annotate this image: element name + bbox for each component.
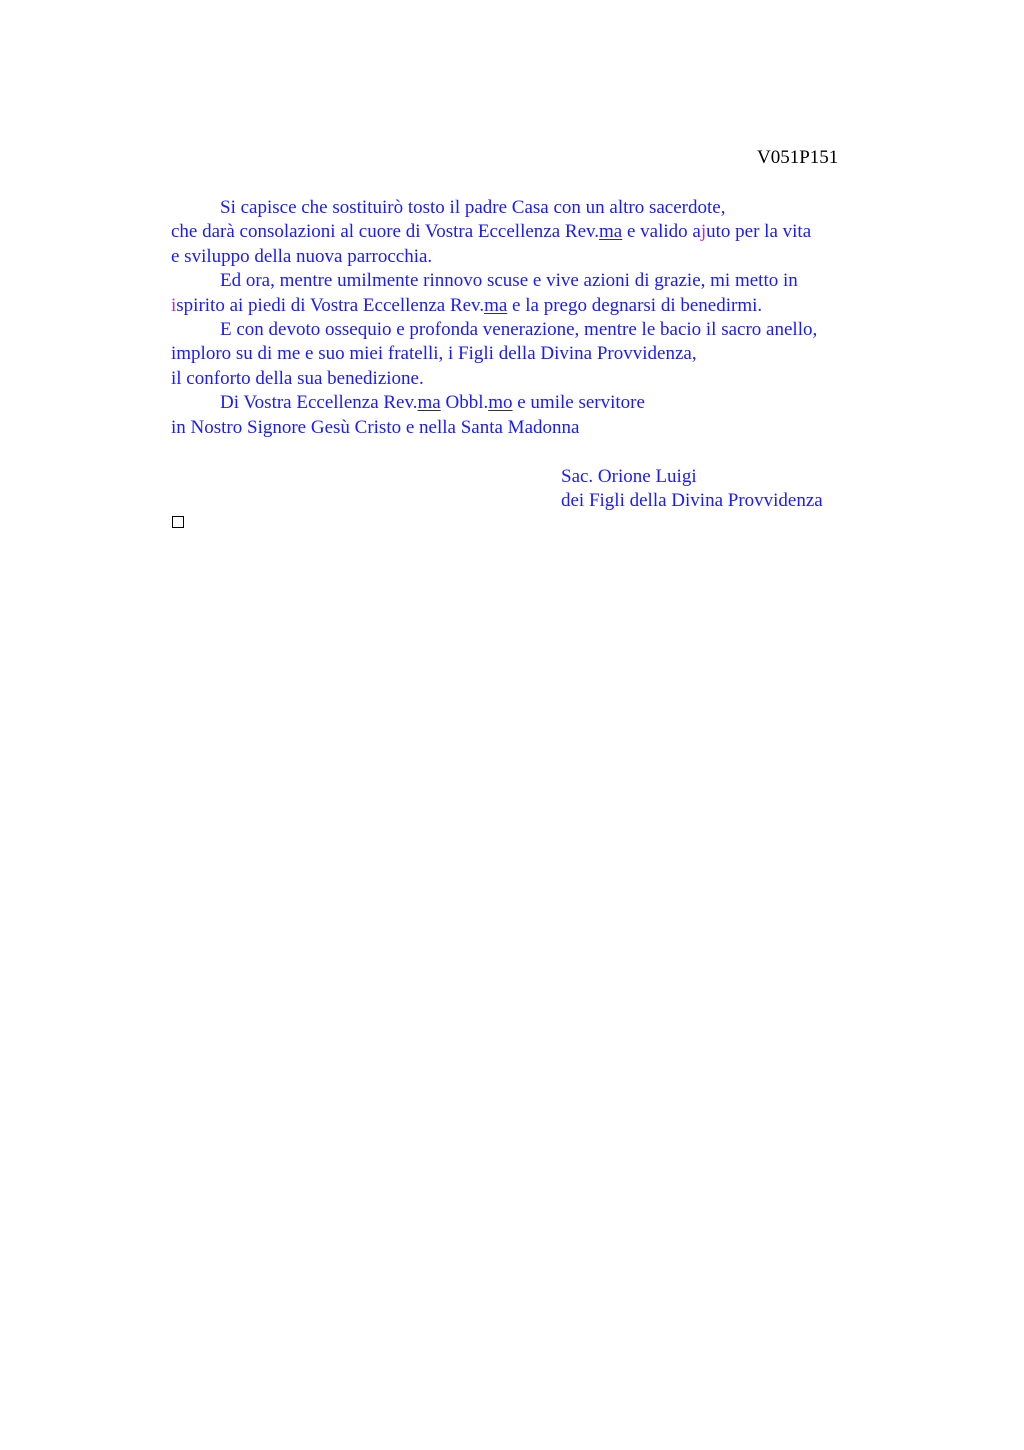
editorial-correction: j xyxy=(700,221,707,243)
letter-line: e sviluppo della nuova parrocchia. xyxy=(171,245,433,267)
superscript-abbrev: mo xyxy=(488,392,513,414)
letter-line: E con devoto ossequio e profonda venerazione, mentre le bacio il sacro anello, xyxy=(220,318,818,340)
empty-square-icon xyxy=(172,516,184,528)
letter-line: in Nostro Signore Gesù Cristo e nella Santa Madonna xyxy=(171,416,580,438)
letter-line: Di Vostra Eccellenza Rev.ma Obbl.mo e umile servitore xyxy=(220,392,645,414)
letter-line: che darà consolazioni al cuore di Vostra Eccellenza Rev.ma e valido ajuto per la vita xyxy=(171,221,812,243)
page-identifier: V051P151 xyxy=(757,147,839,168)
signature-block xyxy=(561,465,823,514)
letter-body xyxy=(171,196,891,440)
superscript-abbrev: ma xyxy=(599,221,623,243)
signature-name: Sac. Orione Luigi xyxy=(561,466,697,487)
superscript-abbrev: ma xyxy=(484,294,508,316)
superscript-abbrev: ma xyxy=(417,392,441,414)
signature-congregation: dei Figli della Divina Provvidenza xyxy=(561,490,823,512)
letter-line: Si capisce che sostituirò tosto il padre Casa con un altro sacerdote, xyxy=(220,197,726,218)
letter-line: imploro su di me e suo miei fratelli, i Figli della Divina Provvidenza, xyxy=(171,343,697,365)
letter-line: Ed ora, mentre umilmente rinnovo scuse e vive azioni di grazie, mi metto in xyxy=(220,270,798,292)
editorial-correction: i xyxy=(171,294,177,316)
letter-line: il conforto della sua benedizione. xyxy=(171,367,424,389)
letter-line: ispirito ai piedi di Vostra Eccellenza Rev.ma e la prego degnarsi di benedirmi. xyxy=(171,294,763,316)
